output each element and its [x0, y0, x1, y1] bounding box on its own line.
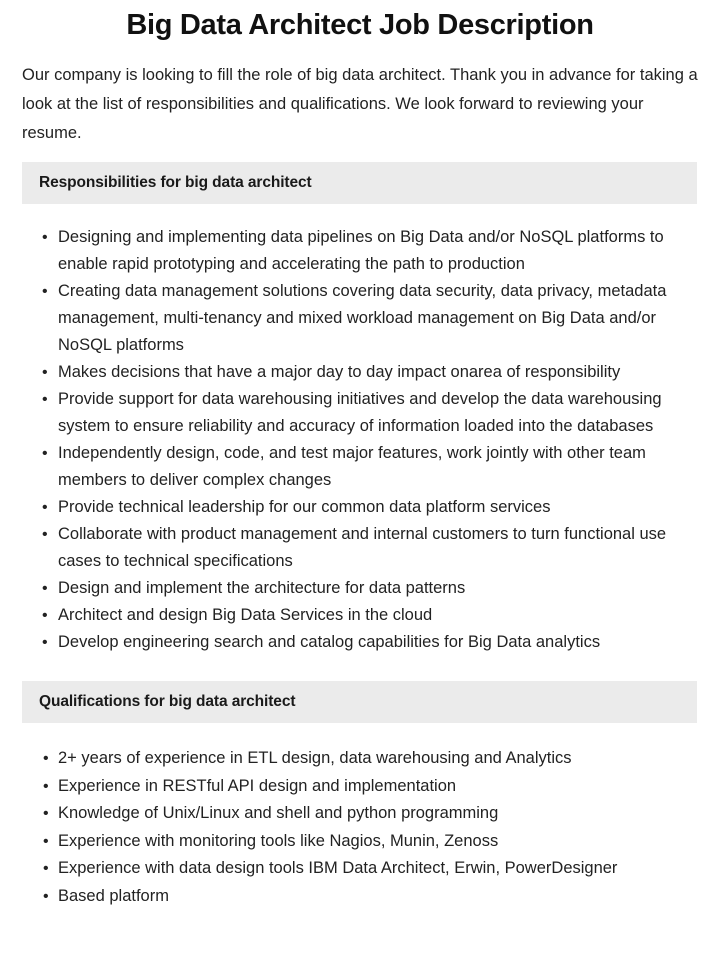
list-item: • Design and implement the architecture for data patterns	[0, 575, 720, 602]
list-item: • Creating data management solutions covering data security, data privacy, metadata management, multi-tenancy and mixed workload management on Big Data and/or NoSQL platforms	[0, 278, 720, 359]
list-item: • Architect and design Big Data Services in the cloud	[0, 602, 720, 629]
list-item: • Independently design, code, and test major features, work jointly with other team members to deliver complex changes	[0, 440, 720, 494]
list-item: • 2+ years of experience in ETL design, data warehousing and Analytics	[0, 745, 720, 773]
list-item: • Provide technical leadership for our common data platform services	[0, 494, 720, 521]
list-item: • Based platform	[0, 883, 720, 911]
list-item: • Designing and implementing data pipelines on Big Data and/or NoSQL platforms to enable rapid prototyping and accelerating the path to production	[0, 224, 720, 278]
list-item: • Experience in RESTful API design and implementation	[0, 773, 720, 801]
list-item: • Provide support for data warehousing initiatives and develop the data warehousing system to ensure reliability and accuracy of information loaded into the databases	[0, 386, 720, 440]
intro-paragraph: Our company is looking to fill the role of big data architect. Thank you in advance for taking a look at the list of responsibilities and qualifications. We look forward to reviewing your resume.	[22, 66, 698, 142]
qualifications-section-header	[22, 681, 697, 723]
list-item: • Knowledge of Unix/Linux and shell and python programming	[0, 800, 720, 828]
page-title: Big Data Architect Job Description	[126, 9, 594, 41]
qualifications-list	[0, 723, 720, 910]
qualifications-heading: Qualifications for big data architect	[39, 693, 296, 710]
responsibilities-section	[0, 162, 720, 656]
list-item: • Develop engineering search and catalog capabilities for Big Data analytics	[0, 629, 720, 656]
list-item: • Experience with monitoring tools like Nagios, Munin, Zenoss	[0, 828, 720, 856]
list-item: • Collaborate with product management and internal customers to turn functional use cases to technical specifications	[0, 521, 720, 575]
responsibilities-section-header	[22, 162, 697, 204]
responsibilities-list	[0, 204, 720, 656]
list-item: • Experience with data design tools IBM Data Architect, Erwin, PowerDesigner	[0, 855, 720, 883]
qualifications-section	[0, 681, 720, 910]
responsibilities-heading: Responsibilities for big data architect	[39, 174, 312, 191]
list-item: • Makes decisions that have a major day to day impact onarea of responsibility	[0, 359, 720, 386]
